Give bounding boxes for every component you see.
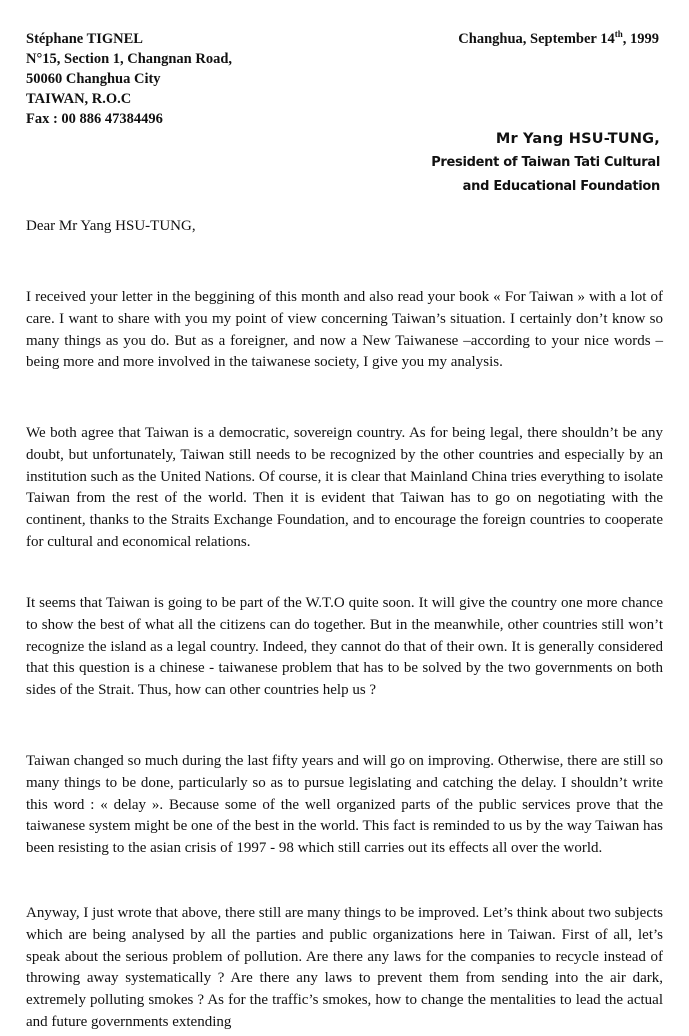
recipient-block [431,127,660,199]
sender-fax: Fax : 00 886 47384496 [26,111,163,127]
date-year: , 1999 [622,31,659,47]
recipient-name: Mr Yang HSU-TUNG, [495,131,660,147]
letter-date [458,29,659,49]
paragraph: We both agree that Taiwan is a democratic, sovereign country. As for being legal, there shouldn’t be any doubt, but unfortunately, Taiwan still needs to be recognized by the other countries and especially by an institution such as the United Nations. Of course, it is clear that Mainland China tries everything to isolate Taiwan from the rest of the world. Then it is evident that Taiwan has to go on negotiating with the continent, thanks to the Straits Exchange Foundation, and to encourage the foreign countries to cooperate for cultural and economical relations. [26,425,663,550]
sender-name: Stéphane TIGNEL [26,31,143,47]
sender-address-line2: 50060 Changhua City [26,71,161,87]
paragraph: I received your letter in the beggining of this month and also read your book « For Taiwan » with a lot of care. I want to share with you my point of view concerning Taiwan’s situation. I certainly don’t know so many things as you do. But as a foreigner, and now a New Taiwanese –according to your nice words – being more and more involved in the taiwanese society, I give you my analysis. [26,289,663,371]
sender-address-line1: N°15, Section 1, Changnan Road, [26,51,233,67]
greeting: Dear Mr Yang HSU-TUNG, [26,218,196,234]
recipient-title-line1: President of Taiwan Tati Cultural [431,155,660,170]
sender-country: TAIWAN, R.O.C [26,91,132,107]
recipient-title-line2: and Educational Foundation [462,179,660,194]
paragraph: Taiwan changed so much during the last fifty years and will go on improving. Otherwise, there are still so many things to be done, particularly so as to pursue legislating and catching the delay. I shouldn’t write this word : « delay ». Because some of the well organized parts of the public services prove that the taiwanese system might be one of the best in the world. This fact is reminded to us by the way Taiwan has been resisting to the asian crisis of 1997 - 98 which still carries out its effects all over the world. [26,753,663,857]
paragraph: It seems that Taiwan is going to be part of the W.T.O quite soon. It will give the country one more chance to show the best of what all the citizens can do together. But in the meanwhile, other countries still won’t recognize the island as a legal country. Indeed, they cannot do that of their own. It is generally considered that this question is a chinese - taiwanese problem that has to be solved by the two governments on both sides of the Strait. Thus, how can other countries help us ? [26,595,663,699]
date-suffix: th [614,29,623,40]
date-prefix: Changhua, September 14 [458,31,615,47]
sender-block [26,29,232,129]
paragraph: Anyway, I just wrote that above, there still are many things to be improved. Let’s think about two subjects which are being analysed by all the parties and public organizations here in Taiwan. First of all, let’s speak about the serious problem of pollution. Are there any laws for the companies to recycle instead of throwing away systematically ? Are there any laws to prevent them from sending into the air dark, extremely polluting smokes ? As for the traffic’s smokes, how to change the mentalities to lead the actual and future governments extending [26,905,663,1030]
